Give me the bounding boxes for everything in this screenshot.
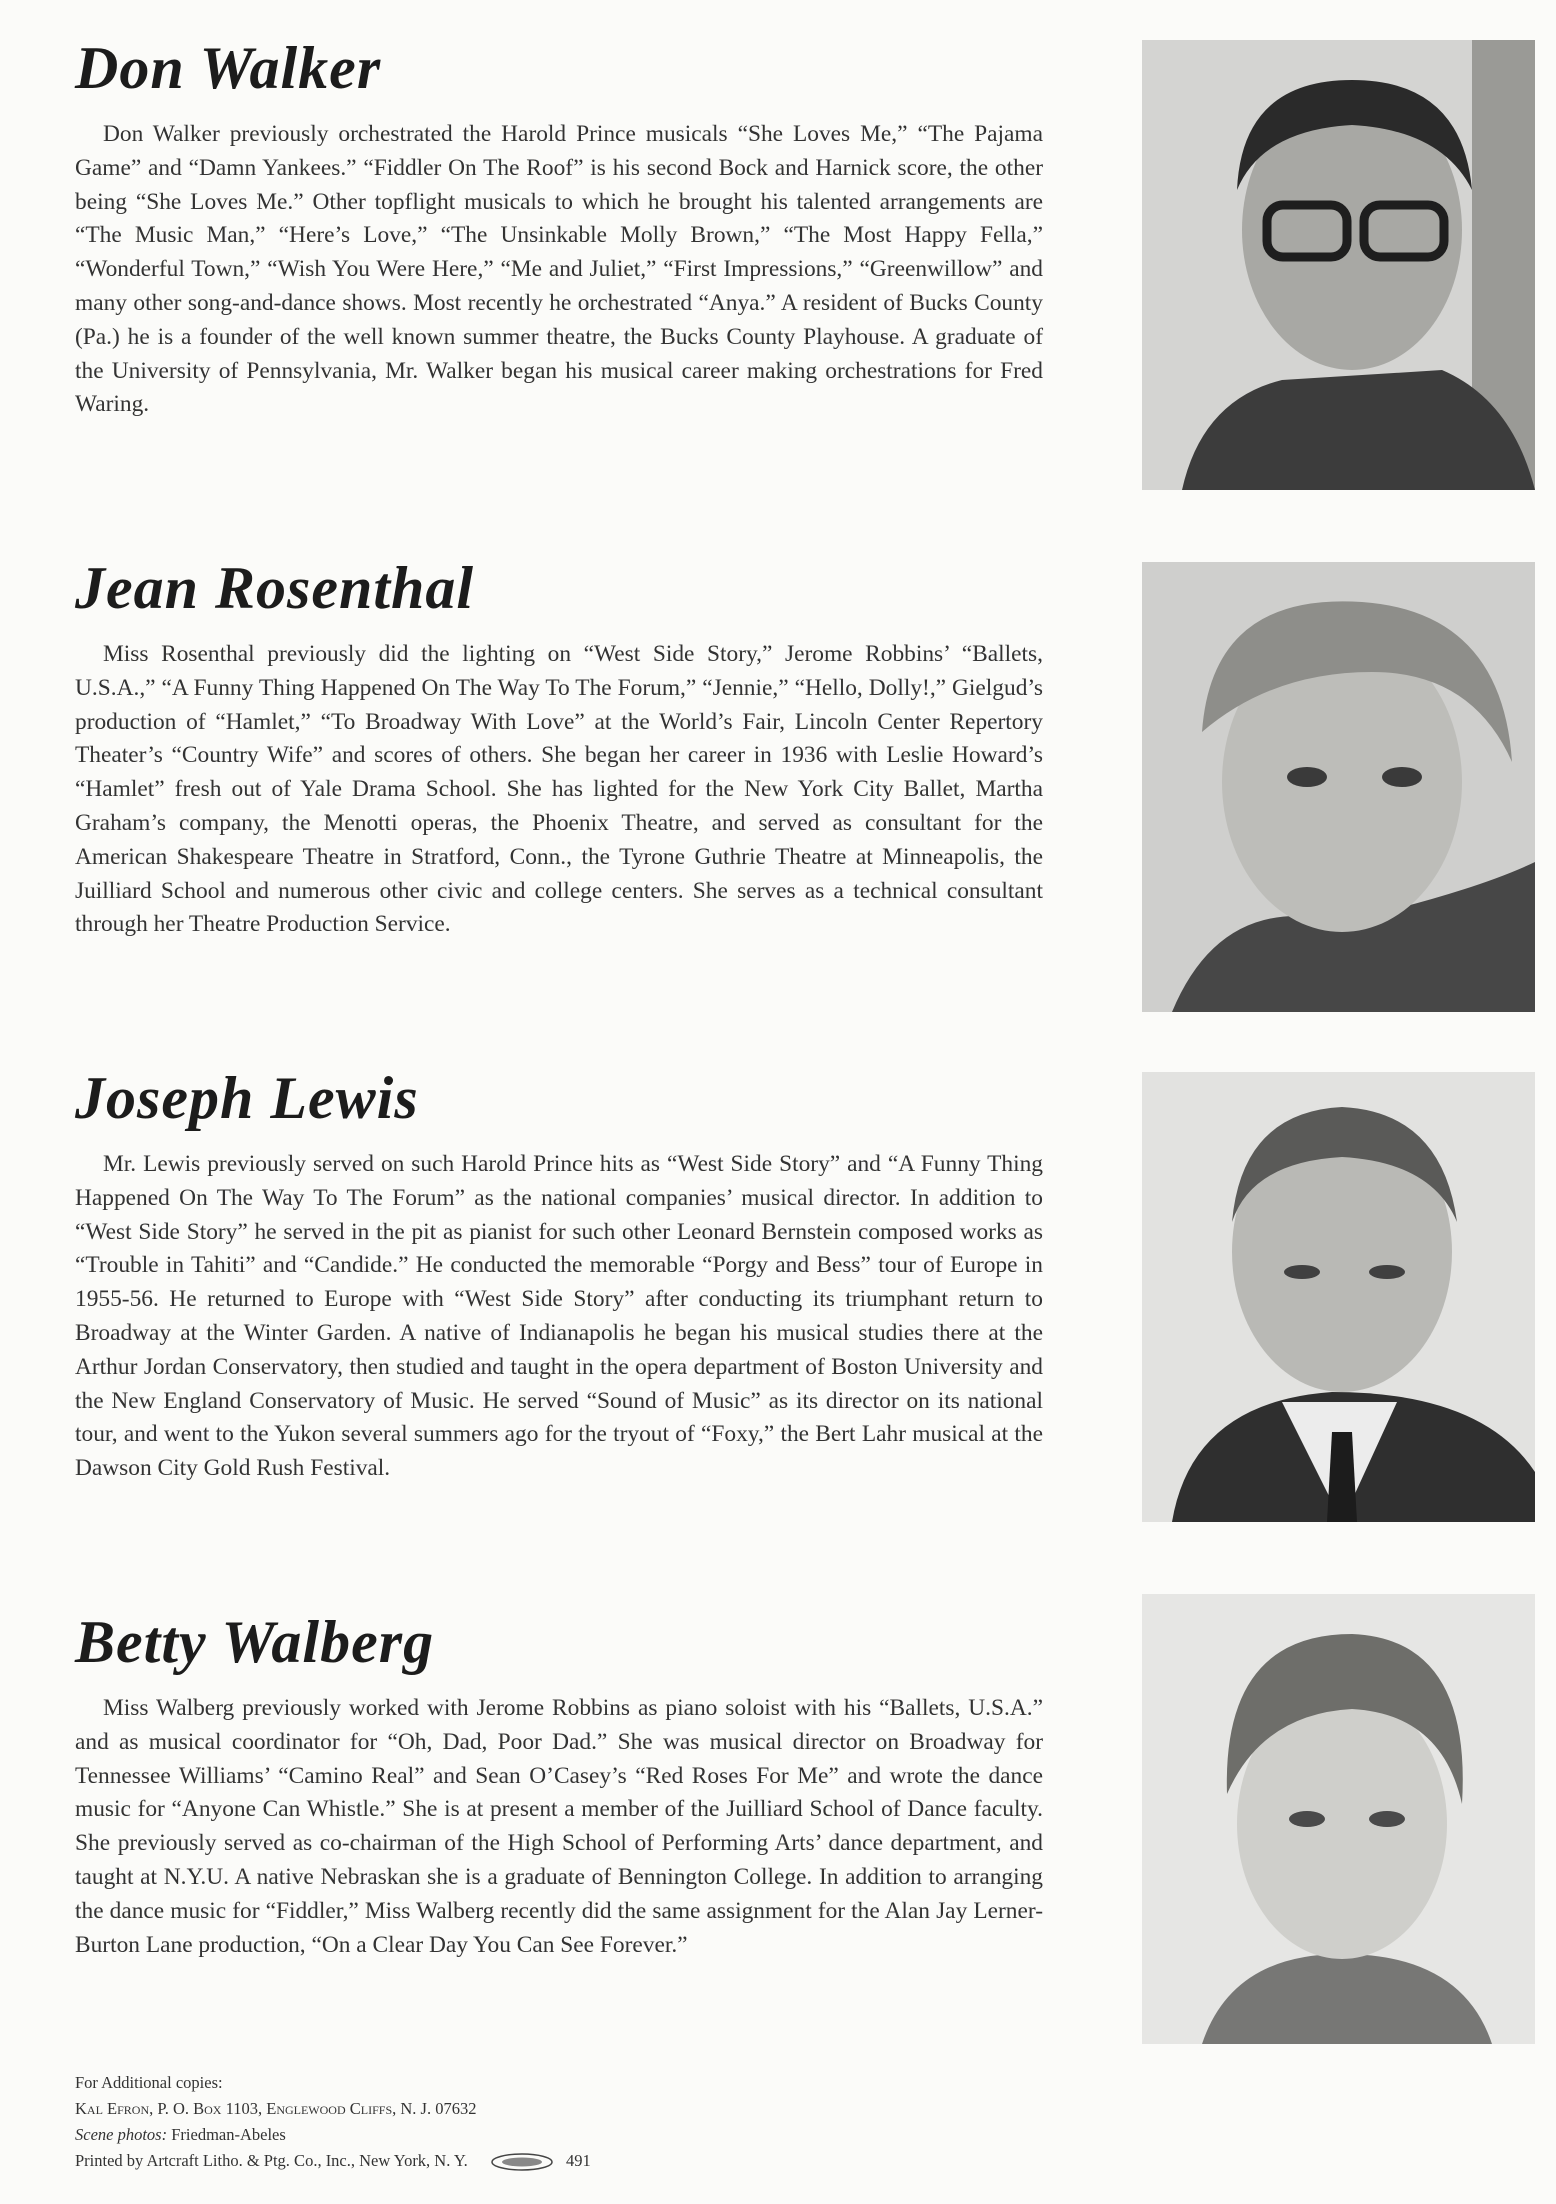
- copies-address: Kal Efron, P. O. Box 1103, Englewood Cliffs, N. J. 07632: [75, 2099, 477, 2118]
- page-number: 491: [566, 2151, 591, 2170]
- bio-text: Don Walker previously orchestrated the Harold Prince musicals “She Loves Me,” “The Pajama Game” and “Damn Yankees.” “Fiddler On The Roof” is his second Bock and Harnick score, the other being “She Loves Me.” Other topflight musicals to which he brought his talented arrangements are “The Music Man,” “Here’s Love,” “The Unsinkable Molly Brown,” “The Most Happy Fella,” “Wonderful Town,” “Wish You Were Here,” “Me and Juliet,” “First Impressions,” “Greenwillow” and many other song-and-dance shows. Most recently he orchestrated “Anya.” A resident of Bucks County (Pa.) he is a founder of the well known summer theatre, the Bucks County Playhouse. A graduate of the University of Pennsylvania, Mr. Walker began his musical career making orchestrations for Fred Waring.: [75, 121, 1043, 418]
- bio-joseph-lewis: [75, 1062, 1043, 1486]
- bio-name: Jean Rosenthal: [75, 555, 475, 621]
- bio-name: Betty Walberg: [75, 1609, 435, 1675]
- bio-betty-walberg: [75, 1606, 1043, 1962]
- union-label-icon: [490, 2152, 554, 2172]
- bio-name: Don Walker: [75, 35, 382, 101]
- photo-credit-line: [75, 2122, 591, 2148]
- footer-credits: [75, 2070, 591, 2174]
- bio-name: Joseph Lewis: [75, 1065, 419, 1131]
- photos-label: Scene photos:: [75, 2125, 168, 2144]
- printer-line: [75, 2148, 591, 2174]
- bio-text: Miss Walberg previously worked with Jerome Robbins as piano soloist with his “Ballets, U.S.A.” and as musical coordinator for “Oh, Dad, Poor Dad.” She was musical director on Broadway for Tennessee Williams’ “Camino Real” and Sean O’Casey’s “Red Roses For Me” and wrote the dance music for “Anyone Can Whistle.” She is at present a member of the Juilliard School of Dance faculty. She previously served as co-chairman of the High School of Performing Arts’ dance department, and taught at N.Y.U. A native Nebraskan she is a graduate of Bennington College. In addition to arranging the dance music for “Fiddler,” Miss Walberg recently did the same assignment for the Alan Jay Lerner-Burton Lane production, “On a Clear Day You Can See Forever.”: [75, 1695, 1043, 1958]
- bio-text: Miss Rosenthal previously did the lighting on “West Side Story,” Jerome Robbins’ “Ballets, U.S.A.,” “A Funny Thing Happened On The Way To The Forum,” “Jennie,” “Hello, Dolly!,” Gielgud’s production of “Hamlet,” “To Broadway With Love” at the World’s Fair, Lincoln Center Repertory Theater’s “Country Wife” and scores of others. She began her career in 1936 with Leslie Howard’s “Hamlet” fresh out of Yale Drama School. She has lighted for the New York City Ballet, Martha Graham’s company, the Menotti operas, the Phoenix Theatre, and served as consultant for the American Shakespeare Theatre in Stratford, Conn., the Tyrone Guthrie Theatre at Minneapolis, the Juilliard School and numerous other civic and college centers. She serves as a technical consultant through her Theatre Production Service.: [75, 641, 1043, 938]
- photos-credit: Friedman-Abeles: [171, 2125, 286, 2144]
- portrait-photo-jean-rosenthal: [1142, 562, 1535, 1012]
- copies-label: For Additional copies:: [75, 2073, 223, 2092]
- bio-jean-rosenthal: [75, 552, 1043, 942]
- portrait-photo-betty-walberg: [1142, 1594, 1535, 2044]
- portrait-photo-don-walker: [1142, 40, 1535, 490]
- printer-credit: Printed by Artcraft Litho. & Ptg. Co., Inc., New York, N. Y.: [75, 2151, 468, 2170]
- portrait-photo-joseph-lewis: [1142, 1072, 1535, 1522]
- bio-text: Mr. Lewis previously served on such Harold Prince hits as “West Side Story” and “A Funny Thing Happened On The Way To The Forum” as the national companies’ musical director. In addition to “West Side Story” he served in the pit as pianist for such other Leonard Bernstein composed works as “Trouble in Tahiti” and “Candide.” He conducted the memorable “Porgy and Bess” tour of Europe in 1955-56. He returned to Europe with “West Side Story” after conducting its triumphant return to Broadway at the Winter Garden. A native of Indianapolis he began his musical studies there at the Arthur Jordan Conservatory, then studied and taught in the opera department of Boston University and the New England Conservatory of Music. He served “Sound of Music” as its director on its national tour, and went to the Yukon several summers ago for the tryout of “Foxy,” the Bert Lahr musical at the Dawson City Gold Rush Festival.: [75, 1151, 1043, 1482]
- bio-don-walker: [75, 32, 1043, 422]
